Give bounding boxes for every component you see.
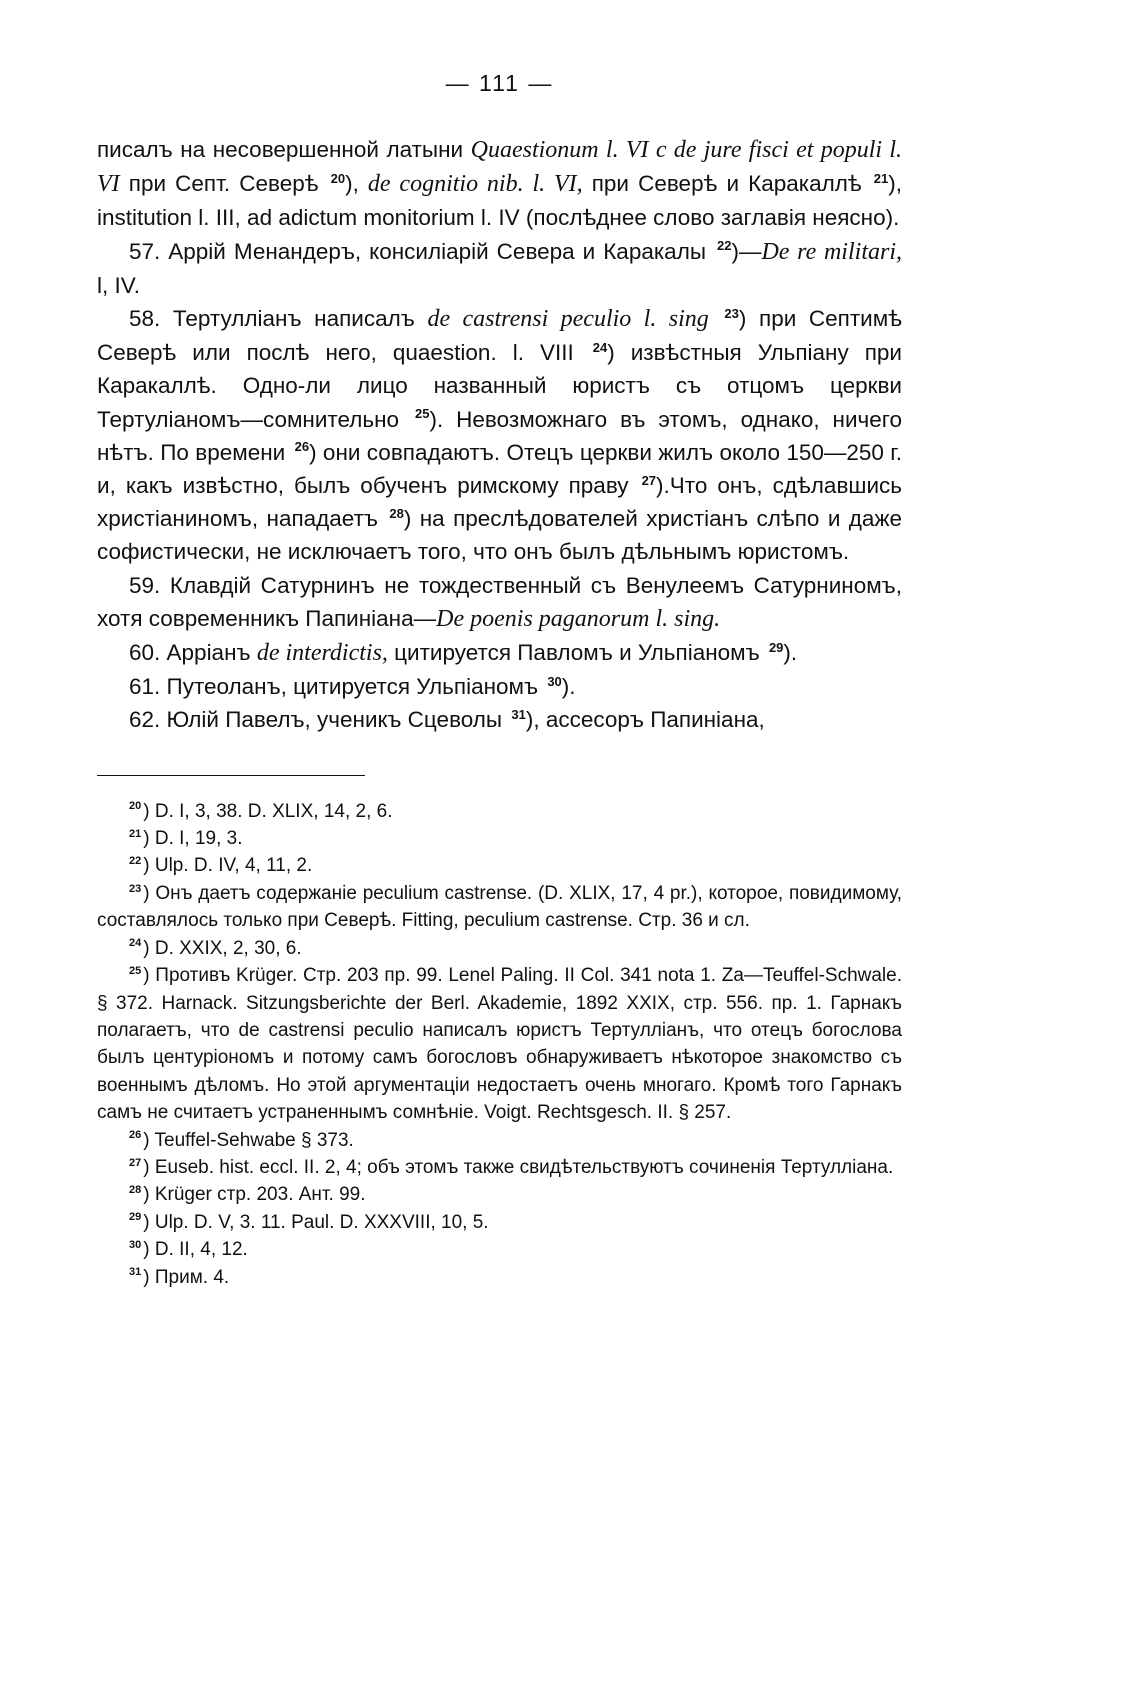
footnote xyxy=(97,1264,902,1291)
text-run: ). Невозможнаго въ этомъ, однако, ничего нѣтъ. По времени xyxy=(97,406,903,465)
paragraph xyxy=(97,636,902,670)
footnote-text: ) Онъ даетъ содержаніе peculium castrense. (D. XLIX, 17, 4 pr.), которое, повидимому, составлялось только при Северѣ. Fitting, peculium castrense. Стр. 36 и сл. xyxy=(97,882,902,932)
text-run: 62. Юлій Павелъ, ученикъ Сцеволы xyxy=(129,707,509,733)
footnote-ref: 29 xyxy=(768,639,784,655)
footnote xyxy=(97,1236,902,1263)
footnote-marker: 25 xyxy=(129,964,142,977)
footnote-marker: 26 xyxy=(129,1129,142,1142)
text-run: 61. Путеоланъ, цитируется Ульпіаномъ xyxy=(129,674,545,700)
footnote-marker: 23 xyxy=(129,882,142,895)
footnote-marker: 28 xyxy=(129,1184,142,1197)
text-run: 60. Арріанъ xyxy=(129,640,257,666)
text-run: )— xyxy=(731,238,762,264)
footnote-text: ) Euseb. hist. eccl. II. 2, 4; объ этомъ также свидѣтельствуютъ сочиненія Тертулліана. xyxy=(143,1156,894,1178)
footnote-marker: 21 xyxy=(129,827,142,840)
footnote-text: ) Ulp. D. V, 3. 11. Paul. D. XXXVIII, 10, 5. xyxy=(143,1211,489,1233)
latin-title: Quaestionum l. VI c de jure fisci et populi l. VI xyxy=(97,137,902,198)
text-run: 58. Тертулліанъ написалъ xyxy=(129,306,428,332)
footnote-text: ) Прим. 4. xyxy=(143,1266,230,1288)
latin-title: de castrensi peculio l. sing xyxy=(427,306,709,333)
text-run: ) извѣстныя Ульпіану при Каракаллѣ. Одно-ли лицо названный юристъ съ отцомъ церкви Тертуліаномъ—сомнительно xyxy=(97,340,902,432)
footnote-ref: 24 xyxy=(592,339,608,355)
footnote xyxy=(97,852,902,879)
text-run: писалъ на несовершенной латыни xyxy=(97,137,471,162)
text-run: ).Что онъ, сдѣлавшись христіаниномъ, нападаетъ xyxy=(97,473,902,532)
footnote-marker: 22 xyxy=(129,855,142,868)
paragraph xyxy=(97,569,902,636)
text-run xyxy=(709,306,722,331)
footnote-text: ) D. I, 19, 3. xyxy=(143,828,243,850)
text-run: при Северѣ и Каракаллѣ xyxy=(582,171,871,197)
footnote-marker: 24 xyxy=(129,937,142,950)
paragraph xyxy=(97,302,902,569)
footnote-marker: 31 xyxy=(129,1266,142,1279)
latin-title: de cognitio nib. l. VI, xyxy=(367,171,583,198)
text-run: ), ассесоръ Папиніана, xyxy=(525,707,765,733)
footnote-ref: 20 xyxy=(330,170,346,186)
footnote-ref: 28 xyxy=(389,505,404,521)
document-page xyxy=(97,70,902,1291)
footnote xyxy=(97,825,902,852)
footnote xyxy=(97,798,902,825)
footnote-text: ) Противъ Krüger. Стр. 203 пр. 99. Lenel Paling. II Col. 341 nota 1. Za—Teuffel-Schwale. § 372. Harnack. Sitzungsberichte der Berl. Akademie, 1892 XXIX, стр. 556. пр. 1. Гарнакъ полагаетъ, что de castrensi peculio написалъ юристъ Тертулліанъ, что отецъ богослова былъ центуріономъ и потому самъ богословъ обнаруживаетъ нѣкоторое знакомство съ военнымъ дѣломъ. Но этой аргументаціи недостаетъ очень многаго. Кромѣ того Гарнакъ самъ не считаетъ устраненнымъ сомнѣніе. Voigt. Rechtsgesch. II. § 257. xyxy=(97,965,902,1124)
text-run: ) при Септимѣ Северѣ или послѣ него, quaestion. l. VIII xyxy=(97,306,902,366)
text-run: 57. Аррій Менандеръ, консиліарій Севера и Каракалы xyxy=(129,238,714,264)
paragraph xyxy=(97,703,902,736)
footnote-ref: 27 xyxy=(641,472,657,488)
text-run: цитируется Павломъ и Ульпіаномъ xyxy=(387,640,766,666)
footnote-marker: 20 xyxy=(129,800,142,813)
text-run: ), institution l. III, ad adictum monitorium l. IV (послѣднее слово заглавія неясно). xyxy=(97,171,902,231)
footnote xyxy=(97,1154,902,1181)
text-run: l, IV. xyxy=(97,272,140,298)
latin-title: de interdictis, xyxy=(256,640,388,667)
text-run: 59. Клавдій Сатурнинъ не тождественный съ Венулеемъ Сатурниномъ, хотя современникъ Папиніана— xyxy=(97,572,902,631)
footnote-ref: 23 xyxy=(724,305,739,321)
text-run: ), xyxy=(345,171,368,197)
footnote-text: ) Krüger стр. 203. Ант. 99. xyxy=(143,1184,366,1206)
footnote xyxy=(97,1209,902,1236)
page-number: — 111 — xyxy=(445,70,554,96)
paragraph xyxy=(97,133,902,235)
footnote-ref: 25 xyxy=(415,406,430,422)
footnote-ref: 26 xyxy=(294,439,310,455)
footnote-ref: 21 xyxy=(873,170,889,186)
footnote xyxy=(97,935,902,962)
text-run: при Септ. Северѣ xyxy=(119,171,328,197)
footnote-ref: 22 xyxy=(716,238,732,254)
text-run: ) они совпадаютъ. Отецъ церкви жилъ около 150—250 г. и, какъ извѣстно, былъ обученъ римскому праву xyxy=(97,439,902,499)
footnote xyxy=(97,1181,902,1208)
footnote-marker: 30 xyxy=(129,1238,142,1251)
footnote xyxy=(97,1127,902,1154)
footnote-text: ) Teuffel-Sehwabe § 373. xyxy=(143,1129,354,1151)
footnote-divider xyxy=(97,775,365,776)
paragraph xyxy=(97,235,902,302)
text-run: ) на преслѣдователей христіанъ слѣпо и даже софистически, не исключаетъ того, что онъ былъ дѣльнымъ юристомъ. xyxy=(97,506,903,565)
footnotes xyxy=(97,798,902,1291)
latin-title: De re militari, xyxy=(761,238,902,265)
footnote xyxy=(97,962,902,1126)
footnote-text: ) D. I, 3, 38. D. XLIX, 14, 2, 6. xyxy=(143,800,393,822)
latin-title: De poenis paganorum l. sing. xyxy=(436,605,721,632)
footnote-text: ) D. XXIX, 2, 30, 6. xyxy=(143,937,302,959)
footnote-marker: 27 xyxy=(129,1156,142,1169)
main-text xyxy=(97,133,902,737)
footnote-text: ) Ulp. D. IV, 4, 11, 2. xyxy=(143,855,313,877)
text-run: ). xyxy=(783,640,798,666)
footnote-ref: 31 xyxy=(511,706,526,722)
text-run: ). xyxy=(561,674,576,700)
footnote-text: ) D. II, 4, 12. xyxy=(143,1239,248,1261)
footnote xyxy=(97,880,902,935)
footnote-ref: 30 xyxy=(547,673,562,689)
footnote-marker: 29 xyxy=(129,1211,142,1224)
paragraph xyxy=(97,670,902,703)
